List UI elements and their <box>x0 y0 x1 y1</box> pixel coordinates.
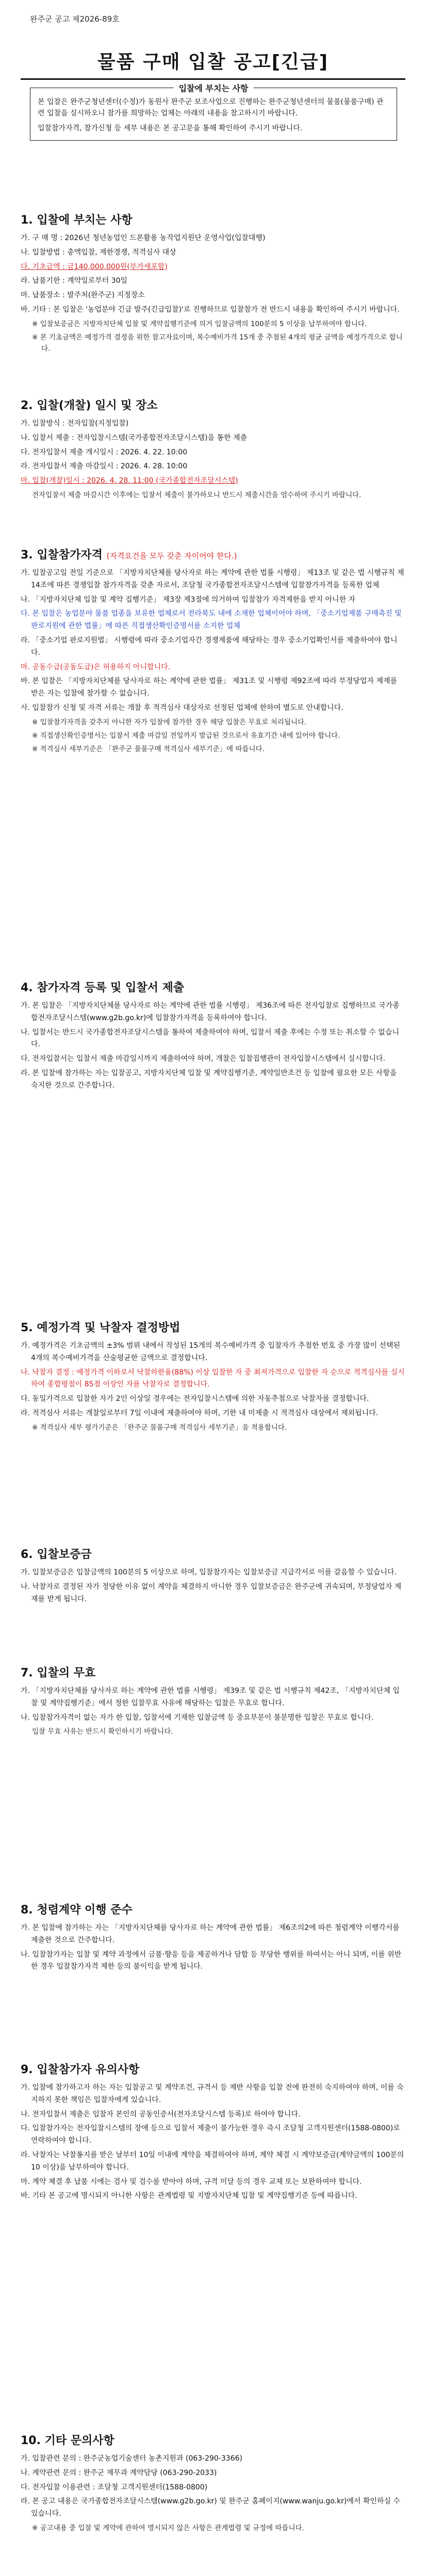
section-item: 가. 입찰방식 : 전자입찰(지정입찰) <box>21 419 129 428</box>
section-note: ※ 직접생산확인증명서는 입찰서 제출 마감일 전일까지 발급된 것으로서 유효기간 내에 있어야 합니다. <box>32 732 340 740</box>
section-item: 가. 본 입찰은 「지방자치단체를 당사자로 하는 계약에 관한 법률 시행령」 제36조에 따른 전자입찰로 집행하므로 국가종합전자조달시스템(www.g2b.go.kr)에 입찰참가자격을 등록하여야 합니다. <box>21 1002 400 1022</box>
section-item: 바. 본 입찰은 「지방자치단체를 당사자로 하는 계약에 관한 법률」 제31조 및 시행령 제92조에 따라 부정당업자 제재를 받은 자는 입찰에 참가할 수 없습니다. <box>21 677 397 698</box>
section-item: 라. 「중소기업 판로지원법」 시행령에 따라 중소기업자간 경쟁제품에 해당하는 경우 중소기업확인서를 제출하여야 합니다. <box>21 636 398 657</box>
section-item: 라. 낙찰자는 낙찰통지를 받은 날부터 10일 이내에 계약을 체결하여야 하며, 계약 체결 시 계약보증금(계약금액의 100분의 10 이상)을 납부하여야 합니다. <box>21 2150 404 2172</box>
section-4-heading: 4. 참가자격 등록 및 입찰서 제출 <box>21 981 184 994</box>
section-item: 나. 입찰서 제출 : 전자입찰시스템(국가종합전자조달시스템)을 통한 제출 <box>21 433 247 442</box>
section-3 <box>21 546 405 757</box>
section-item: 가. 입찰공고일 전일 기준으로 「지방자치단체를 당사자로 하는 계약에 관한 법률 시행령」 제13조 및 같은 법 시행규칙 제14조에 따른 경쟁입찰 참가자격을 갖춘 자로서, 조달청 국가종합전자조달시스템에 입찰참가자격을 등록한 업체 <box>21 569 404 589</box>
section-2-heading: 2. 입찰(개찰) 일시 및 장소 <box>21 399 158 412</box>
section-item: 라. 납품기한 : 계약일로부터 30일 <box>21 277 128 285</box>
section-6 <box>21 1546 405 1607</box>
section-item: 가. 예정가격은 기초금액의 ±3% 범위 내에서 작성된 15개의 복수예비가격 중 입찰자가 추첨한 번호 중 가장 많이 선택된 4개의 복수예비가격을 산술평균한 금액으로 결정합니다. <box>21 1342 400 1362</box>
section-item: 라. 전자입찰서 제출 마감일시 : 2026. 4. 28. 10:00 <box>21 462 188 471</box>
section-5 <box>21 1319 405 1435</box>
section-7 <box>21 1664 405 1740</box>
section-3-head-note: (자격요건을 모두 갖춘 자이어야 한다.) <box>106 551 237 561</box>
section-item-highlight: 다. 본 입찰은 농업분야 물품 업종을 보유한 업체로서 전라북도 내에 소재한 업체이어야 하며, 「중소기업제품 구매촉진 및 판로지원에 관한 법률」에 따른 직접생산확인증명서를 소지한 업체 <box>21 609 402 631</box>
section-item: 나. 입찰방법 : 총액입찰, 제한경쟁, 적격심사 대상 <box>21 248 176 257</box>
summary-box-label: 입찰에 부치는 사항 <box>174 82 254 94</box>
section-note: ※ 적격심사 세부 평가기준은 「완주군 물품구매 적격심사 세부기준」을 적용합니다. <box>32 1423 287 1432</box>
summary-line: 입찰참가자격, 참가신청 등 세부 내용은 본 공고문을 통해 확인하여 주시기 바랍니다. <box>38 124 303 132</box>
title-divider <box>21 78 405 80</box>
section-item-highlight: 다. 기초금액 : 금140,000,000원(부가세포함) <box>21 262 168 271</box>
section-item: 라. 적격심사 서류는 개찰일로부터 7일 이내에 제출하여야 하며, 기한 내 미제출 시 적격심사 대상에서 제외됩니다. <box>21 1409 379 1417</box>
section-note: 입찰 무효 사유는 반드시 확인하시기 바랍니다. <box>32 1727 173 1736</box>
section-item: 나. 낙찰자로 결정된 자가 정당한 이유 없이 계약을 체결하지 아니한 경우 입찰보증금은 완주군에 귀속되며, 부정당업자 제재를 받게 됩니다. <box>21 1582 402 1603</box>
section-note: ※ 적격심사 세부기준은 「완주군 물품구매 적격심사 세부기준」에 따릅니다. <box>32 745 265 754</box>
section-9 <box>21 2061 405 2205</box>
section-note: ※ 공고내용 중 입찰 및 계약에 관하여 명시되지 않은 사항은 관계법령 및 규정에 따릅니다. <box>32 2523 304 2532</box>
section-item: 바. 기타 : 본 입찰은 '농업분야 긴급 발주(긴급입찰)'로 진행하므로 입찰참가 전 반드시 내용을 확인하여 주시기 바랍니다. <box>21 305 400 314</box>
section-item: 나. 「지방자치단체 입찰 및 계약 집행기준」 제3장 제3절에 의거하여 입찰참가 자격제한을 받지 아니한 자 <box>21 595 356 604</box>
section-note: ※ 입찰보증금은 지방자치단체 입찰 및 계약집행기준에 의거 입찰금액의 100분의 5 이상을 납부하여야 합니다. <box>32 319 367 328</box>
section-item: 가. 입찰보증금은 입찰금액의 100분의 5 이상으로 하며, 입찰참가자는 입찰보증금 지급각서로 이를 갈음할 수 있습니다. <box>21 1568 397 1577</box>
section-1 <box>21 211 405 357</box>
section-item: 가. 입찰관련 문의 : 완주군농업기술센터 농촌지원과 (063-290-3366) <box>21 2454 242 2463</box>
section-item: 가. 입찰에 참가하고자 하는 자는 입찰공고 및 계약조건, 규격서 등 제반 사항을 입찰 전에 완전히 숙지하여야 하며, 이를 숙지하지 못한 책임은 입찰자에게 있습니다. <box>21 2083 404 2104</box>
section-item: 나. 입찰서는 반드시 국가종합전자조달시스템을 통하여 제출하여야 하며, 입찰서 제출 후에는 수정 또는 취소할 수 없습니다. <box>21 1028 399 1049</box>
section-1-heading: 1. 입찰에 부치는 사항 <box>21 214 133 227</box>
section-10-heading: 10. 기타 문의사항 <box>21 2434 114 2447</box>
section-item: 다. 입찰참가자는 전자입찰시스템의 장애 등으로 입찰서 제출이 불가능한 경우 즉시 조달청 고객지원센터(1588-0800)로 연락하여야 합니다. <box>21 2124 400 2145</box>
section-item: 다. 전자입찰 이용관련 : 조달청 고객지원센터(1588-0800) <box>21 2483 208 2492</box>
section-item: 마. 계약 체결 후 납품 시에는 검사 및 검수를 받아야 하며, 규격 미달 등의 경우 교체 또는 보완하여야 합니다. <box>21 2177 362 2186</box>
section-5-heading: 5. 예정가격 및 낙찰자 결정방법 <box>21 1321 181 1334</box>
section-item-highlight: 나. 낙찰자 결정 : 예정가격 이하로서 낙찰하한율(88%) 이상 입찰한 자 중 최저가격으로 입찰한 자 순으로 적격심사를 실시하여 종합평점이 85점 이상인 자를 낙찰자로 결정합니다. <box>21 1368 405 1389</box>
section-item: 가. 구 매 명 : 2026년 청년농업인 드론활용 농작업지원단 운영사업(입찰대행) <box>21 234 266 242</box>
section-note: 전자입찰서 제출 마감시간 이후에는 입찰서 제출이 불가하오니 반드시 제출시간을 엄수하여 주시기 바랍니다. <box>32 490 362 499</box>
section-item: 바. 기타 본 공고에 명시되지 아니한 사항은 관계법령 및 지방자치단체 입찰 및 계약집행기준 등에 따릅니다. <box>21 2192 357 2200</box>
section-8-heading: 8. 청렴계약 이행 준수 <box>21 1904 133 1917</box>
section-item: 가. 「지방자치단체를 당사자로 하는 계약에 관한 법률 시행령」 제39조 및 같은 법 시행규칙 제42조, 「지방자치단체 입찰 및 계약집행기준」에서 정한 입찰무효 사유에 해당하는 입찰은 무효로 합니다. <box>21 1687 400 1707</box>
section-item: 마. 납품장소 : 발주처(완주군) 지정장소 <box>21 291 145 300</box>
notice-title: 물품 구매 입찰 공고[긴급] <box>97 52 329 73</box>
section-item: 라. 본 입찰에 참가하는 자는 입찰공고, 지방자치단체 입찰 및 계약집행기준, 계약일반조건 등 입찰에 필요한 모든 사항을 숙지한 것으로 간주합니다. <box>21 1069 397 1090</box>
section-6-heading: 6. 입찰보증금 <box>21 1548 92 1561</box>
section-3-title: 3. 입찰참가자격 <box>21 549 103 562</box>
section-note: ※ 입찰참가자격을 갖추지 아니한 자가 입찰에 참가한 경우 해당 입찰은 무효로 처리됩니다. <box>32 718 307 726</box>
notice-number: 완주군 공고 제2026-89호 <box>30 14 120 24</box>
section-item: 다. 동일가격으로 입찰한 자가 2인 이상일 경우에는 전자입찰시스템에 의한 자동추첨으로 낙찰자를 결정합니다. <box>21 1395 369 1403</box>
section-item: 사. 입찰참가 신청 및 자격 서류는 개찰 후 적격심사 대상자로 선정된 업체에 한하여 별도로 안내합니다. <box>21 703 343 712</box>
section-item-highlight: 마. 공동수급(공동도급)은 허용하지 아니합니다. <box>21 663 171 671</box>
section-item: 다. 전자입찰서 제출 개시일시 : 2026. 4. 22. 10:00 <box>21 448 188 456</box>
section-item: 나. 입찰참가자는 입찰 및 계약 과정에서 금품·향응 등을 제공하거나 담합 등 부당한 행위를 하여서는 아니 되며, 이를 위반한 경우 입찰참가자격 제한 등의 불이익을 받게 됩니다. <box>21 1950 402 1971</box>
section-4 <box>21 979 405 1094</box>
section-item: 라. 본 공고 내용은 국가종합전자조달시스템(www.g2b.go.kr) 및 완주군 홈페이지(www.wanju.go.kr)에서 확인하실 수 있습니다. <box>21 2497 400 2518</box>
section-item: 나. 계약관련 문의 : 완주군 재무과 계약담당 (063-290-2033) <box>21 2468 217 2477</box>
section-item: 다. 전자입찰서는 입찰서 제출 마감일시까지 제출하여야 하며, 개찰은 입찰집행관이 전자입찰시스템에서 실시합니다. <box>21 1055 386 1063</box>
section-3-heading <box>21 546 405 562</box>
summary-line: 본 입찰은 완주군청년센터(수정)가 동원사 완주군 보조사업으로 진행하는 완주군청년센터의 물품(물품구매) 관련 입찰을 실시하오니 참가를 희망하는 업체는 아래의 내용을 참고하시기 바랍니다. <box>38 98 384 118</box>
section-note: ※ 본 기초금액은 예정가격 결정을 위한 참고자료이며, 복수예비가격 15개 중 추첨된 4개의 평균 금액을 예정가격으로 합니다. <box>32 333 403 353</box>
section-7-heading: 7. 입찰의 무효 <box>21 1667 96 1680</box>
section-8 <box>21 1901 405 1975</box>
section-9-heading: 9. 입찰참가자 유의사항 <box>21 2063 140 2076</box>
section-item: 가. 본 입찰에 참가하는 자는 「지방자치단체를 당사자로 하는 계약에 관한 법률」 제6조의2에 따른 청렴계약 이행각서를 제출한 것으로 간주합니다. <box>21 1924 400 1944</box>
section-10 <box>21 2432 405 2536</box>
section-item: 나. 입찰참가자격이 없는 자가 한 입찰, 입찰서에 기재한 입찰금액 등 중요부분이 불분명한 입찰은 무효로 합니다. <box>21 1713 374 1722</box>
section-2 <box>21 397 405 503</box>
section-item: 나. 전자입찰서 제출은 입찰자 본인의 공동인증서(전자조달시스템 등록)로 하여야 합니다. <box>21 2110 301 2119</box>
summary-box <box>30 83 397 141</box>
section-item-highlight: 마. 입찰(개찰)일시 : 2026. 4. 28. 11:00 (국가종합전자조달시스템) <box>21 477 238 485</box>
